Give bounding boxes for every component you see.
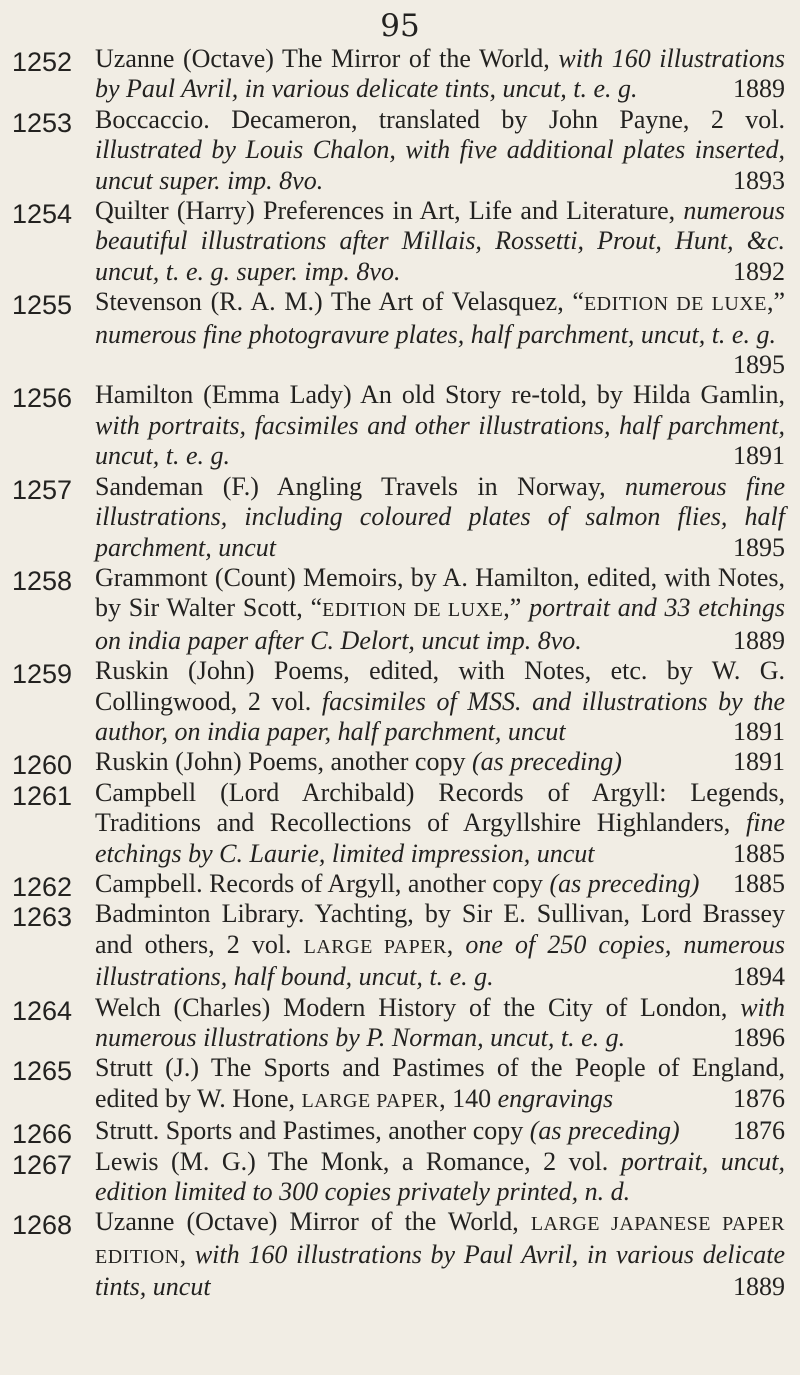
publication-year: 1889 (733, 625, 785, 655)
lot-number: 1257 (12, 474, 73, 505)
publication-year: 1885 (733, 868, 785, 898)
lot-entry (0, 472, 800, 563)
description-italic: (as preceding) (549, 868, 700, 898)
publication-year: 1891 (733, 441, 785, 471)
description-text: Strutt (J.) The Sports and Pastimes of the People of England, edited by W. Hone, (95, 1053, 785, 1113)
publication-year: 1895 (733, 532, 785, 562)
description-smallcaps: LARGE PAPER (303, 935, 447, 958)
lot-number: 1261 (12, 780, 73, 811)
publication-year: 1892 (733, 256, 785, 286)
description-smallcaps: EDITION DE LUXE (322, 599, 504, 622)
lot-entry (0, 563, 800, 656)
description-text: , (179, 1239, 195, 1269)
lot-number: 1255 (12, 290, 73, 321)
description-italic: (as preceding) (529, 1116, 680, 1146)
lot-number: 1268 (12, 1210, 73, 1241)
description-text: Boccaccio. Decameron, translated by John Payne, 2 vol. (95, 104, 785, 134)
lot-number: 1254 (12, 199, 73, 230)
lot-number: 1266 (12, 1119, 73, 1150)
lot-number: 1256 (12, 383, 73, 414)
lot-description (95, 1147, 785, 1208)
publication-year: 1885 (733, 838, 785, 868)
lot-entry (0, 868, 800, 902)
lot-description (95, 44, 785, 105)
description-text: ,” (766, 287, 785, 317)
description-italic: with numerous illustrations by P. Norman, uncut, t. e. g. (95, 992, 785, 1052)
description-text: Uzanne (Octave) Mirror of the World, (95, 1207, 531, 1237)
description-smallcaps: LARGE JAPANESE PAPER EDITION (95, 1213, 785, 1268)
lot-entry (0, 1147, 800, 1208)
description-smallcaps: EDITION DE LUXE (583, 293, 767, 316)
publication-year: 1893 (733, 165, 785, 195)
description-text: , (446, 929, 466, 959)
publication-year: 1894 (733, 962, 785, 992)
lot-description (95, 899, 785, 992)
description-text: ,” (503, 593, 530, 623)
lot-description (95, 1053, 785, 1116)
lot-entry (0, 1207, 800, 1302)
description-italic: portrait and 33 etchings on india paper after C. Delort, uncut imp. 8vo. (95, 593, 785, 655)
lot-description (95, 778, 785, 869)
description-italic: facsimiles of MSS. and illustrations by the author, on india paper, half parchment, uncut (95, 686, 785, 746)
description-italic: numerous fine photogravure plates, half parchment, uncut, t. e. g. (95, 319, 776, 349)
lot-number: 1260 (12, 750, 73, 781)
publication-year: 1876 (733, 1116, 785, 1146)
publication-year: 1895 (733, 350, 785, 380)
description-italic: engravings (497, 1083, 614, 1113)
description-text: Ruskin (John) Poems, another copy (95, 747, 472, 777)
description-italic: numerous fine illustrations, including coloured plates of salmon flies, half parchment, uncut (95, 471, 786, 562)
lot-entry (0, 1116, 800, 1150)
description-text: Lewis (M. G.) The Monk, a Romance, 2 vol. (95, 1146, 621, 1176)
lot-description (95, 563, 785, 656)
lot-description (95, 196, 785, 287)
description-text: Welch (Charles) Modern History of the City of London, (95, 992, 741, 1022)
description-italic: illustrated by Louis Chalon, with five additional plates inserted, uncut super. imp. 8vo. (95, 135, 785, 195)
description-text: Uzanne (Octave) The Mirror of the World, (95, 44, 559, 73)
lot-entry (0, 44, 800, 105)
description-italic: portrait, uncut, edition limited to 300 copies privately printed, n. d. (95, 1146, 786, 1207)
lot-description (95, 105, 785, 196)
page-number: 95 (380, 8, 420, 44)
description-text: Sandeman (F.) Angling Travels in Norway, (95, 471, 626, 501)
lot-number: 1253 (12, 107, 73, 138)
lot-entry (0, 380, 800, 471)
lot-number: 1267 (12, 1149, 73, 1180)
lot-description (95, 869, 785, 899)
lot-number: 1259 (12, 659, 73, 690)
description-text: Hamilton (Emma Lady) An old Story re-told, by Hilda Gamlin, (95, 380, 785, 410)
lot-entry (0, 196, 800, 287)
publication-year: 1891 (733, 747, 785, 777)
description-text: Stevenson (R. A. M.) The Art of Velasquez, “ (95, 287, 584, 317)
lot-number: 1262 (12, 871, 73, 902)
description-text: Badminton Library. Yachting, by Sir E. Sullivan, Lord Brassey and others, 2 vol. (95, 899, 785, 959)
description-text: Campbell. Records of Argyll, another copy (95, 868, 550, 898)
lot-description (95, 472, 785, 563)
lot-description (95, 747, 785, 777)
lot-description (95, 1207, 785, 1302)
lot-number: 1258 (12, 565, 73, 596)
lot-entry (0, 993, 800, 1054)
lot-list (0, 44, 800, 1303)
publication-year: 1889 (733, 74, 785, 104)
lot-description (95, 380, 785, 471)
lot-number: 1252 (12, 47, 73, 77)
lot-description (95, 287, 785, 380)
description-italic: numerous beautiful illustrations after Millais, Rossetti, Prout, Hunt, &c. uncut, t. e. g. super. imp. 8vo. (95, 196, 785, 286)
lot-entry (0, 778, 800, 869)
lot-number: 1265 (12, 1056, 73, 1087)
lot-entry (0, 105, 800, 196)
publication-year: 1891 (733, 716, 785, 746)
publication-year: 1889 (733, 1272, 785, 1302)
description-italic: with 160 illustrations by Paul Avril, in various delicate tints, uncut (95, 1239, 786, 1302)
description-smallcaps: LARGE PAPER (301, 1089, 440, 1112)
description-italic: fine etchings by C. Laurie, limited impression, uncut (95, 808, 785, 868)
description-text: Grammont (Count) Memoirs, by A. Hamilton, edited, with Notes, by Sir Walter Scott, “ (95, 562, 785, 623)
lot-description (95, 656, 785, 747)
lot-entry (0, 1053, 800, 1116)
description-text: Strutt. Sports and Pastimes, another copy (95, 1116, 530, 1146)
description-text: Quilter (Harry) Preferences in Art, Life and Literature, (95, 196, 684, 226)
description-italic: (as preceding) (471, 747, 622, 777)
lot-description (95, 1116, 785, 1146)
description-text: Campbell (Lord Archibald) Records of Argyll: Legends, Traditions and Recollections of Argyllshire Highlanders, (95, 777, 785, 838)
description-italic: one of 250 copies, numerous illustrations, half bound, uncut, t. e. g. (95, 929, 785, 992)
description-italic: with portraits, facsimiles and other illustrations, half parchment, uncut, t. e. g. (95, 410, 785, 471)
lot-number: 1263 (12, 902, 73, 933)
publication-year: 1876 (733, 1083, 785, 1113)
lot-entry (0, 287, 800, 380)
lot-entry (0, 899, 800, 992)
publication-year: 1896 (733, 1023, 785, 1052)
lot-description (95, 993, 785, 1054)
lot-number: 1264 (12, 995, 73, 1026)
lot-entry (0, 747, 800, 781)
lot-entry (0, 656, 800, 747)
description-italic: with 160 illustrations by Paul Avril, in various delicate tints, uncut, t. e. g. (95, 44, 785, 104)
description-text: Ruskin (John) Poems, edited, with Notes, etc. by W. G. Collingwood, 2 vol. (95, 656, 785, 716)
description-text: , 140 (439, 1083, 498, 1113)
